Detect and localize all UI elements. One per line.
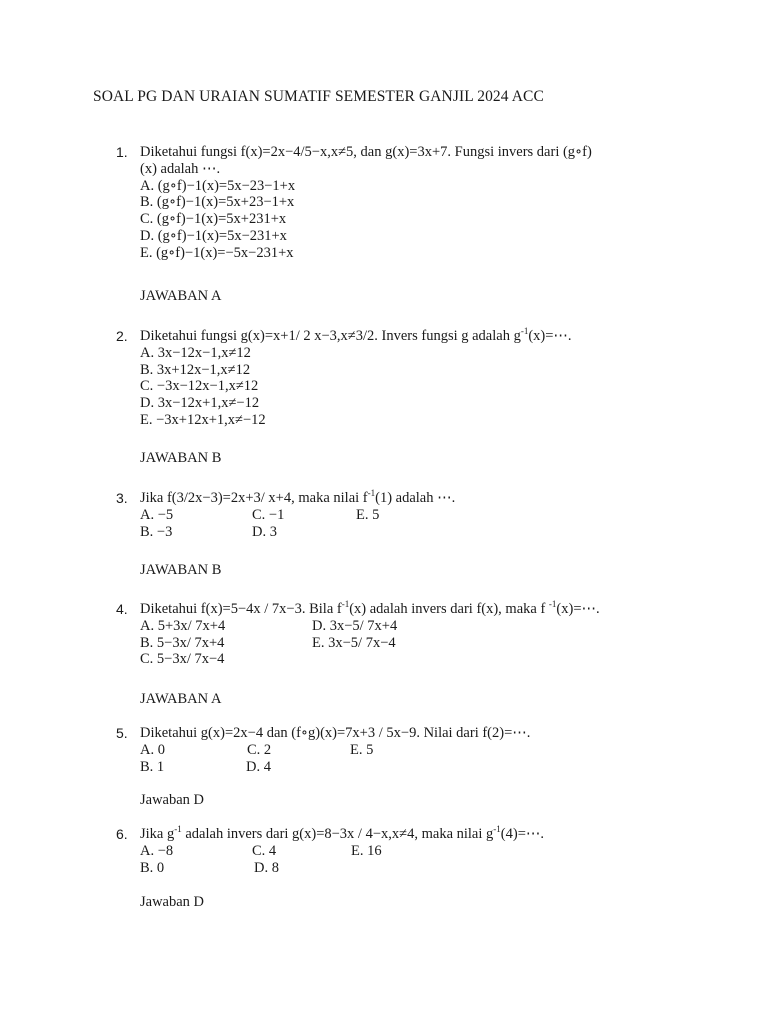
- option-e: E. −3x+12x+1,x≠−12: [140, 411, 266, 428]
- answer-key: Jawaban D: [140, 894, 205, 910]
- option-d: D. 3: [252, 523, 277, 540]
- option-c: C. 5−3x/ 7x−4: [140, 651, 225, 668]
- option-b: B. −3: [140, 523, 173, 540]
- question-stem: Diketahui fungsi f(x)=2x−4/5−x,x≠5, dan g(x)=3x+7. Fungsi invers dari (g∘f): [140, 144, 592, 160]
- option-e: E. (g∘f)−1(x)=−5x−231+x: [140, 244, 294, 261]
- answer-key: JAWABAN A: [140, 288, 222, 304]
- option-d: D. (g∘f)−1(x)=5x−231+x: [140, 227, 287, 244]
- option-b: B. 1: [140, 758, 165, 775]
- question-stem: Diketahui f(x)=5−4x / 7x−3. Bila $f^{-1}(x)$ adalah invers dari f(x), maka f $^{-1}$(x)=⋯.: [140, 599, 600, 617]
- option-c: C. −3x−12x−1,x≠12: [140, 378, 259, 395]
- question-stem: Diketahui g(x)=2x−4 dan (f∘g)(x)=7x+3 / 5x−9. Nilai dari f(2)=⋯.: [140, 725, 531, 741]
- option-d: D. 4: [246, 758, 271, 775]
- option-c: C. (g∘f)−1(x)=5x+231+x: [140, 211, 287, 228]
- option-b: B. 3x+12x−1,x≠12: [140, 361, 251, 378]
- question-number: 1.: [116, 144, 128, 160]
- option-c: C. −1: [252, 506, 285, 523]
- option-a: A. 5+3x/ 7x+4: [140, 617, 226, 634]
- option-a: A. (g∘f)−1(x)=5x−23−1+x: [140, 177, 296, 194]
- option-d: D. 3x−12x+1,x≠−12: [140, 395, 260, 412]
- option-d: D. 3x−5/ 7x+4: [312, 617, 398, 634]
- question-number: 3.: [116, 490, 128, 506]
- question-stem: Jika $g^{-1}$ adalah invers dari g(x)=8−3x / 4−x,x≠4, maka nilai $g^{-1}(4)=\cdots$.: [140, 824, 544, 842]
- option-c: C. 2: [247, 741, 272, 758]
- option-a: A. 3x−12x−1,x≠12: [140, 344, 251, 361]
- question-number: 5.: [116, 725, 128, 741]
- answer-key: JAWABAN B: [140, 562, 222, 578]
- option-a: A. −5: [140, 506, 174, 523]
- option-e: E. 3x−5/ 7x−4: [312, 634, 396, 651]
- question-stem: (x) adalah ⋯.: [140, 160, 221, 177]
- question-number: 6.: [116, 826, 128, 842]
- option-b: B. 0: [140, 859, 165, 876]
- document-title: SOAL PG DAN URAIAN SUMATIF SEMESTER GANJIL 2024 ACC: [93, 88, 544, 105]
- option-e: E. 16: [351, 842, 382, 859]
- option-b: B. (g∘f)−1(x)=5x+23−1+x: [140, 194, 295, 211]
- question-stem: Jika f(3/2x−3)=2x+3/ x+4, maka nilai $f^{-1}(1)$ adalah ⋯.: [140, 488, 456, 506]
- option-e: E. 5: [356, 506, 380, 523]
- option-a: A. −8: [140, 842, 174, 859]
- question-number: 2.: [116, 328, 128, 344]
- answer-key: Jawaban D: [140, 792, 205, 808]
- answer-key: JAWABAN A: [140, 691, 222, 707]
- answer-key: JAWABAN B: [140, 450, 222, 466]
- option-a: A. 0: [140, 741, 165, 758]
- option-b: B. 5−3x/ 7x+4: [140, 634, 225, 651]
- option-d: D. 8: [254, 859, 279, 876]
- option-c: C. 4: [252, 842, 277, 859]
- option-e: E. 5: [350, 741, 374, 758]
- question-stem: Diketahui fungsi g(x)=x+1/ 2 x−3,x≠3/2. Invers fungsi g adalah $g^{-1}(x)=\cdots$.: [140, 326, 572, 344]
- question-number: 4.: [116, 601, 128, 617]
